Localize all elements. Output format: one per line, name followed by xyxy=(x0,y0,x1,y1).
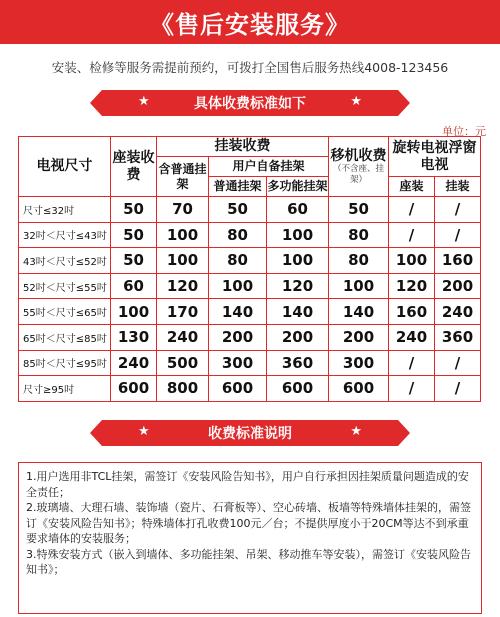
price-cell-base: 100 xyxy=(111,299,157,325)
price-cell-with-bracket: 120 xyxy=(157,273,209,299)
table-row xyxy=(19,222,481,248)
header-relocate: 移机收费 xyxy=(330,148,387,165)
table-row xyxy=(19,248,481,274)
title-bar xyxy=(0,0,500,44)
table-row xyxy=(19,197,481,223)
price-cell-with-bracket: 100 xyxy=(157,248,209,274)
size-range-cell: 55吋＜尺寸≤65吋 xyxy=(19,299,111,325)
price-cell-base: 240 xyxy=(111,350,157,376)
notes-box xyxy=(18,462,482,614)
price-cell-rot-base: 240 xyxy=(389,324,435,350)
price-cell-relocate: 100 xyxy=(329,273,389,299)
header-with-bracket: 含普通挂架 xyxy=(157,157,209,197)
price-cell-rot-base: 120 xyxy=(389,273,435,299)
price-cell-base: 600 xyxy=(111,376,157,402)
size-range-cell: 43吋＜尺寸≤52吋 xyxy=(19,248,111,274)
header-wall-install: 挂装收费 xyxy=(157,137,329,157)
price-cell-base: 50 xyxy=(111,248,157,274)
header-own-bracket: 用户自备挂架 xyxy=(209,157,329,177)
price-cell-rot-wall: / xyxy=(435,350,481,376)
star-icon: ★ xyxy=(138,424,150,439)
header-rotate-base: 座装 xyxy=(389,177,435,197)
price-cell-normal: 80 xyxy=(209,248,267,274)
price-cell-multi: 200 xyxy=(267,324,329,350)
price-cell-relocate: 80 xyxy=(329,248,389,274)
price-cell-rot-wall: / xyxy=(435,376,481,402)
size-range-cell: 尺寸≥95吋 xyxy=(19,376,111,402)
header-normal-bracket: 普通挂架 xyxy=(209,177,267,197)
header-size: 电视尺寸 xyxy=(19,137,111,197)
price-cell-relocate: 200 xyxy=(329,324,389,350)
header-rotate-wall: 挂装 xyxy=(435,177,481,197)
notes-section-title: 收费标准说明 xyxy=(208,426,292,442)
header-relocate-note: （不含座、挂架） xyxy=(332,164,384,185)
header-multi-bracket: 多功能挂架 xyxy=(267,177,329,197)
price-cell-relocate: 80 xyxy=(329,222,389,248)
price-cell-with-bracket: 100 xyxy=(157,222,209,248)
price-cell-normal: 200 xyxy=(209,324,267,350)
star-icon: ★ xyxy=(350,94,362,109)
price-cell-multi: 600 xyxy=(267,376,329,402)
price-cell-normal: 50 xyxy=(209,197,267,223)
price-cell-multi: 140 xyxy=(267,299,329,325)
note-item: 3.特殊安装方式（嵌入到墙体、多功能挂架、吊架、移动推车等安装），需签订《安装风险告知书》； xyxy=(26,547,471,576)
size-range-cell: 尺寸≤32吋 xyxy=(19,197,111,223)
price-cell-rot-base: / xyxy=(389,197,435,223)
note-item: 1.用户选用非TCL挂架，需签订《安装风险告知书》，用户自行承担因挂架质量问题造成的安全责任； xyxy=(26,470,469,499)
table-row xyxy=(19,376,481,402)
price-cell-normal: 140 xyxy=(209,299,267,325)
star-icon: ★ xyxy=(350,424,362,439)
size-range-cell: 52吋＜尺寸≤55吋 xyxy=(19,273,111,299)
price-cell-multi: 100 xyxy=(267,248,329,274)
price-cell-multi: 100 xyxy=(267,222,329,248)
table-row xyxy=(19,299,481,325)
note-item: 2.玻璃墙、大理石墙、装饰墙（瓷片、石膏板等）、空心砖墙、板墙等特殊墙体挂架的，需签订《安装风险告知书》；特殊墙体打孔收费100元／台；不提供厚度小于20CM等达不到承重要求墙体的安装服务； xyxy=(26,501,471,545)
table-row xyxy=(19,273,481,299)
price-cell-rot-wall: 240 xyxy=(435,299,481,325)
price-cell-multi: 360 xyxy=(267,350,329,376)
price-cell-rot-base: / xyxy=(389,350,435,376)
price-cell-with-bracket: 70 xyxy=(157,197,209,223)
size-range-cell: 32吋＜尺寸≤43吋 xyxy=(19,222,111,248)
price-cell-multi: 60 xyxy=(267,197,329,223)
table-row xyxy=(19,324,481,350)
price-cell-base: 60 xyxy=(111,273,157,299)
price-cell-with-bracket: 170 xyxy=(157,299,209,325)
price-cell-base: 130 xyxy=(111,324,157,350)
price-cell-rot-wall: / xyxy=(435,222,481,248)
price-table xyxy=(18,136,481,402)
size-range-cell: 65吋＜尺寸≤85吋 xyxy=(19,324,111,350)
price-cell-rot-wall: 160 xyxy=(435,248,481,274)
price-cell-relocate: 140 xyxy=(329,299,389,325)
price-cell-relocate: 600 xyxy=(329,376,389,402)
price-cell-relocate: 300 xyxy=(329,350,389,376)
header-rotate-tv: 旋转电视浮窗电视 xyxy=(389,137,481,177)
price-section-ribbon xyxy=(102,90,398,116)
price-cell-rot-base: / xyxy=(389,376,435,402)
price-cell-normal: 80 xyxy=(209,222,267,248)
header-base-install: 座装收费 xyxy=(111,137,157,197)
price-cell-base: 50 xyxy=(111,197,157,223)
price-cell-normal: 600 xyxy=(209,376,267,402)
price-cell-with-bracket: 800 xyxy=(157,376,209,402)
size-range-cell: 85吋＜尺寸≤95吋 xyxy=(19,350,111,376)
header-relocate-cell xyxy=(329,137,389,197)
price-cell-rot-base: / xyxy=(389,222,435,248)
page-title: 《售后安装服务》 xyxy=(150,10,350,39)
price-cell-normal: 300 xyxy=(209,350,267,376)
price-cell-rot-wall: / xyxy=(435,197,481,223)
notes-section-ribbon xyxy=(102,420,398,446)
service-hotline-text: 安装、检修等服务需提前预约，可拨打全国售后服务热线4008-123456 xyxy=(51,60,449,75)
price-section-title: 具体收费标准如下 xyxy=(194,96,306,112)
price-cell-with-bracket: 240 xyxy=(157,324,209,350)
price-cell-relocate: 50 xyxy=(329,197,389,223)
price-cell-rot-base: 160 xyxy=(389,299,435,325)
unit-label: 单位：元 xyxy=(442,125,486,138)
price-cell-rot-wall: 200 xyxy=(435,273,481,299)
price-cell-normal: 100 xyxy=(209,273,267,299)
table-row xyxy=(19,350,481,376)
price-cell-rot-wall: 360 xyxy=(435,324,481,350)
price-cell-with-bracket: 500 xyxy=(157,350,209,376)
star-icon: ★ xyxy=(138,94,150,109)
price-cell-rot-base: 100 xyxy=(389,248,435,274)
price-cell-multi: 120 xyxy=(267,273,329,299)
price-cell-base: 50 xyxy=(111,222,157,248)
